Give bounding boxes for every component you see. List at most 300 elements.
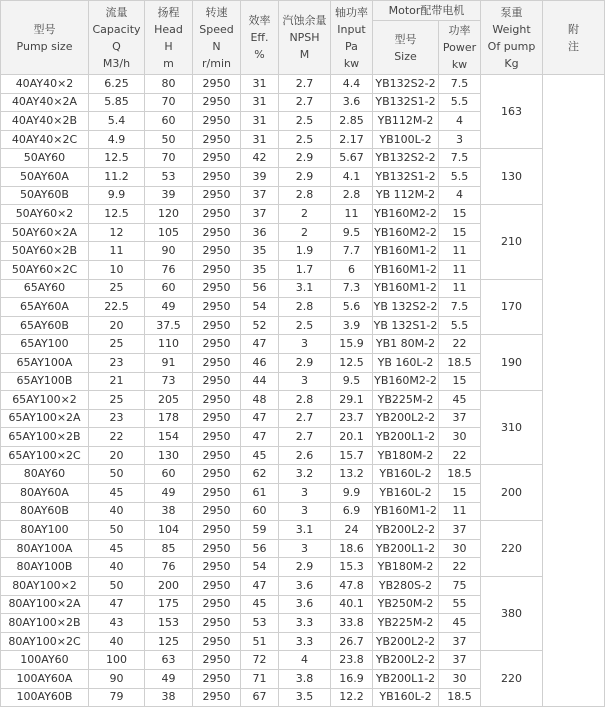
cell-input-power: 9.5 [331,372,373,391]
cell-npsh: 2.7 [279,75,331,94]
cell-capacity: 23 [89,409,145,428]
cell-motor-power: 5.5 [439,93,481,112]
cell-capacity: 45 [89,484,145,503]
cell-motor-power: 7.5 [439,75,481,94]
cell-npsh: 2.8 [279,391,331,410]
cell-motor-power: 55 [439,595,481,614]
cell-motor-size: YB250M-2 [373,595,439,614]
cell-motor-power: 22 [439,558,481,577]
cell-speed: 2950 [193,316,241,335]
cell-head: 50 [145,130,193,149]
cell-motor-size: YB160M2-2 [373,205,439,224]
cell-head: 104 [145,521,193,540]
table-body [1,75,605,707]
cell-motor-power: 75 [439,577,481,596]
cell-input-power: 12.5 [331,353,373,372]
cell-npsh: 2.5 [279,112,331,131]
cell-motor-power: 37 [439,632,481,651]
cell-speed: 2950 [193,651,241,670]
col-header-motor-group: Motor配带电机 [373,1,481,21]
cell-input-power: 15.9 [331,335,373,354]
cell-motor-power: 18.5 [439,688,481,707]
cell-npsh: 2.6 [279,446,331,465]
cell-motor-size: YB132S2-2 [373,149,439,168]
cell-speed: 2950 [193,521,241,540]
table-row [1,149,605,168]
cell-head: 76 [145,558,193,577]
cell-head: 80 [145,75,193,94]
cell-npsh: 2.5 [279,130,331,149]
cell-npsh: 3.5 [279,688,331,707]
cell-motor-size: YB225M-2 [373,391,439,410]
cell-motor-size: YB160M2-2 [373,223,439,242]
cell-efficiency: 31 [241,75,279,94]
cell-model: 40AY40×2 [1,75,89,94]
cell-speed: 2950 [193,260,241,279]
cell-motor-power: 18.5 [439,353,481,372]
cell-weight: 220 [481,521,543,577]
cell-input-power: 6.9 [331,502,373,521]
cell-efficiency: 52 [241,316,279,335]
cell-motor-size: YB160L-2 [373,688,439,707]
cell-motor-size: YB112M-2 [373,112,439,131]
cell-npsh: 4 [279,651,331,670]
cell-npsh: 3 [279,539,331,558]
cell-input-power: 9.9 [331,484,373,503]
cell-speed: 2950 [193,335,241,354]
cell-input-power: 3.9 [331,316,373,335]
cell-weight: 210 [481,205,543,279]
cell-motor-size: YB160L-2 [373,465,439,484]
cell-speed: 2950 [193,149,241,168]
cell-motor-size: YB200L2-2 [373,651,439,670]
table-row [1,577,605,596]
cell-model: 65AY100×2C [1,446,89,465]
cell-motor-size: YB 132S2-2 [373,298,439,317]
cell-model: 100AY60B [1,688,89,707]
cell-note [543,75,605,707]
cell-motor-size: YB 132S1-2 [373,316,439,335]
cell-model: 65AY60B [1,316,89,335]
cell-efficiency: 45 [241,446,279,465]
cell-input-power: 47.8 [331,577,373,596]
cell-head: 154 [145,428,193,447]
cell-capacity: 25 [89,279,145,298]
cell-motor-size: YB280S-2 [373,577,439,596]
cell-efficiency: 37 [241,205,279,224]
cell-efficiency: 56 [241,539,279,558]
cell-model: 50AY60×2 [1,205,89,224]
cell-speed: 2950 [193,112,241,131]
cell-head: 105 [145,223,193,242]
cell-motor-size: YB160L-2 [373,484,439,503]
cell-efficiency: 56 [241,279,279,298]
cell-efficiency: 31 [241,112,279,131]
cell-model: 40AY40×2B [1,112,89,131]
cell-npsh: 1.9 [279,242,331,261]
cell-motor-size: YB200L2-2 [373,409,439,428]
cell-model: 50AY60×2C [1,260,89,279]
table-row [1,651,605,670]
cell-efficiency: 47 [241,409,279,428]
cell-weight: 220 [481,651,543,707]
cell-motor-power: 5.5 [439,167,481,186]
cell-npsh: 3 [279,502,331,521]
cell-input-power: 16.9 [331,670,373,689]
cell-npsh: 2 [279,205,331,224]
cell-motor-size: YB180M-2 [373,446,439,465]
cell-speed: 2950 [193,614,241,633]
cell-weight: 190 [481,335,543,391]
cell-head: 91 [145,353,193,372]
cell-head: 85 [145,539,193,558]
cell-motor-power: 15 [439,484,481,503]
cell-speed: 2950 [193,428,241,447]
cell-efficiency: 53 [241,614,279,633]
cell-capacity: 40 [89,632,145,651]
cell-head: 153 [145,614,193,633]
cell-head: 90 [145,242,193,261]
cell-input-power: 7.7 [331,242,373,261]
cell-npsh: 2.9 [279,558,331,577]
cell-motor-power: 30 [439,539,481,558]
cell-model: 65AY100×2 [1,391,89,410]
cell-motor-power: 30 [439,670,481,689]
cell-motor-power: 22 [439,446,481,465]
cell-head: 205 [145,391,193,410]
cell-model: 50AY60×2A [1,223,89,242]
cell-npsh: 2.8 [279,298,331,317]
cell-npsh: 2.8 [279,186,331,205]
cell-capacity: 50 [89,521,145,540]
cell-capacity: 100 [89,651,145,670]
col-header-capacity: 流量 Capacity Q M3/h [89,1,145,75]
cell-npsh: 2.9 [279,167,331,186]
cell-motor-size: YB132S2-2 [373,75,439,94]
cell-speed: 2950 [193,558,241,577]
cell-capacity: 21 [89,372,145,391]
cell-efficiency: 46 [241,353,279,372]
cell-capacity: 4.9 [89,130,145,149]
table-row [1,279,605,298]
cell-head: 130 [145,446,193,465]
cell-motor-power: 7.5 [439,149,481,168]
cell-capacity: 22 [89,428,145,447]
cell-efficiency: 54 [241,298,279,317]
col-header-efficiency: 效率 Eff. % [241,1,279,75]
cell-speed: 2950 [193,279,241,298]
cell-speed: 2950 [193,223,241,242]
cell-input-power: 3.6 [331,93,373,112]
cell-model: 65AY100×2B [1,428,89,447]
cell-motor-size: YB160M1-2 [373,502,439,521]
cell-input-power: 15.3 [331,558,373,577]
cell-motor-power: 11 [439,260,481,279]
cell-capacity: 12.5 [89,149,145,168]
cell-input-power: 5.67 [331,149,373,168]
cell-capacity: 25 [89,391,145,410]
cell-model: 80AY100×2 [1,577,89,596]
cell-motor-power: 45 [439,614,481,633]
cell-npsh: 2.7 [279,428,331,447]
col-header-speed: 转速 Speed N r/min [193,1,241,75]
cell-motor-power: 4 [439,186,481,205]
cell-efficiency: 61 [241,484,279,503]
cell-input-power: 2.17 [331,130,373,149]
cell-capacity: 90 [89,670,145,689]
cell-input-power: 4.4 [331,75,373,94]
cell-capacity: 22.5 [89,298,145,317]
cell-npsh: 2.7 [279,93,331,112]
cell-motor-power: 45 [439,391,481,410]
cell-model: 80AY100B [1,558,89,577]
cell-efficiency: 31 [241,130,279,149]
table-row [1,391,605,410]
col-header-model: 型号 Pump size [1,1,89,75]
cell-weight: 200 [481,465,543,521]
cell-motor-size: YB200L1-2 [373,428,439,447]
cell-motor-power: 15 [439,205,481,224]
cell-efficiency: 54 [241,558,279,577]
cell-head: 49 [145,670,193,689]
cell-speed: 2950 [193,577,241,596]
cell-head: 76 [145,260,193,279]
cell-capacity: 25 [89,335,145,354]
cell-efficiency: 62 [241,465,279,484]
cell-motor-power: 3 [439,130,481,149]
cell-head: 39 [145,186,193,205]
cell-motor-power: 37 [439,521,481,540]
cell-speed: 2950 [193,502,241,521]
cell-motor-power: 11 [439,242,481,261]
cell-input-power: 20.1 [331,428,373,447]
cell-model: 65AY100A [1,353,89,372]
cell-npsh: 3.3 [279,614,331,633]
col-header-input: 轴功率 Input Pa kw [331,1,373,75]
cell-motor-size: YB200L1-2 [373,539,439,558]
cell-model: 80AY60B [1,502,89,521]
cell-capacity: 45 [89,539,145,558]
cell-model: 80AY100 [1,521,89,540]
cell-input-power: 26.7 [331,632,373,651]
cell-efficiency: 72 [241,651,279,670]
cell-speed: 2950 [193,75,241,94]
cell-npsh: 2 [279,223,331,242]
cell-model: 65AY60A [1,298,89,317]
cell-npsh: 2.5 [279,316,331,335]
cell-npsh: 3.1 [279,279,331,298]
cell-motor-power: 15 [439,372,481,391]
cell-model: 80AY100×2B [1,614,89,633]
cell-weight: 130 [481,149,543,205]
cell-motor-size: YB132S1-2 [373,167,439,186]
cell-model: 65AY100 [1,335,89,354]
cell-input-power: 29.1 [331,391,373,410]
cell-capacity: 20 [89,446,145,465]
cell-speed: 2950 [193,670,241,689]
cell-input-power: 4.1 [331,167,373,186]
cell-head: 73 [145,372,193,391]
cell-speed: 2950 [193,688,241,707]
cell-motor-power: 37 [439,409,481,428]
cell-head: 175 [145,595,193,614]
cell-head: 38 [145,502,193,521]
table-header [1,1,605,75]
cell-model: 80AY100A [1,539,89,558]
cell-head: 49 [145,298,193,317]
table-row [1,465,605,484]
cell-npsh: 3.3 [279,632,331,651]
cell-motor-size: YB180M-2 [373,558,439,577]
cell-head: 60 [145,112,193,131]
cell-weight: 380 [481,577,543,651]
cell-motor-size: YB160M1-2 [373,279,439,298]
cell-weight: 170 [481,279,543,335]
cell-motor-size: YB160M1-2 [373,260,439,279]
cell-head: 53 [145,167,193,186]
cell-efficiency: 31 [241,93,279,112]
cell-npsh: 2.7 [279,409,331,428]
cell-input-power: 9.5 [331,223,373,242]
cell-motor-power: 37 [439,651,481,670]
cell-speed: 2950 [193,632,241,651]
cell-motor-size: YB160M1-2 [373,242,439,261]
cell-efficiency: 45 [241,595,279,614]
cell-motor-power: 15 [439,223,481,242]
cell-capacity: 6.25 [89,75,145,94]
cell-capacity: 12 [89,223,145,242]
cell-efficiency: 59 [241,521,279,540]
cell-motor-size: YB200L1-2 [373,670,439,689]
cell-npsh: 3.6 [279,577,331,596]
cell-model: 40AY40×2A [1,93,89,112]
cell-motor-size: YB 112M-2 [373,186,439,205]
cell-input-power: 11 [331,205,373,224]
cell-npsh: 2.9 [279,149,331,168]
cell-capacity: 10 [89,260,145,279]
cell-efficiency: 44 [241,372,279,391]
cell-input-power: 18.6 [331,539,373,558]
cell-weight: 163 [481,75,543,149]
cell-efficiency: 39 [241,167,279,186]
cell-efficiency: 67 [241,688,279,707]
cell-model: 50AY60B [1,186,89,205]
cell-motor-power: 7.5 [439,298,481,317]
cell-speed: 2950 [193,372,241,391]
cell-input-power: 33.8 [331,614,373,633]
cell-model: 65AY100B [1,372,89,391]
cell-model: 65AY100×2A [1,409,89,428]
cell-input-power: 5.6 [331,298,373,317]
cell-npsh: 2.9 [279,353,331,372]
cell-speed: 2950 [193,167,241,186]
cell-efficiency: 42 [241,149,279,168]
cell-efficiency: 47 [241,335,279,354]
cell-input-power: 2.8 [331,186,373,205]
cell-head: 38 [145,688,193,707]
cell-capacity: 20 [89,316,145,335]
cell-model: 50AY60A [1,167,89,186]
cell-capacity: 79 [89,688,145,707]
cell-capacity: 5.85 [89,93,145,112]
cell-npsh: 3.6 [279,595,331,614]
cell-motor-power: 4 [439,112,481,131]
cell-model: 50AY60 [1,149,89,168]
cell-model: 80AY100×2A [1,595,89,614]
cell-motor-size: YB200L2-2 [373,632,439,651]
cell-motor-size: YB225M-2 [373,614,439,633]
cell-capacity: 9.9 [89,186,145,205]
cell-input-power: 15.7 [331,446,373,465]
cell-motor-power: 11 [439,279,481,298]
cell-motor-power: 22 [439,335,481,354]
cell-model: 80AY60 [1,465,89,484]
cell-capacity: 43 [89,614,145,633]
cell-npsh: 1.7 [279,260,331,279]
cell-efficiency: 37 [241,186,279,205]
cell-motor-power: 30 [439,428,481,447]
cell-capacity: 5.4 [89,112,145,131]
cell-head: 37.5 [145,316,193,335]
cell-speed: 2950 [193,186,241,205]
cell-capacity: 11 [89,242,145,261]
col-header-head: 扬程 Head H m [145,1,193,75]
cell-efficiency: 35 [241,260,279,279]
cell-speed: 2950 [193,298,241,317]
cell-input-power: 23.7 [331,409,373,428]
cell-npsh: 3 [279,372,331,391]
cell-motor-power: 5.5 [439,316,481,335]
cell-input-power: 24 [331,521,373,540]
cell-model: 50AY60×2B [1,242,89,261]
cell-speed: 2950 [193,242,241,261]
cell-head: 200 [145,577,193,596]
cell-speed: 2950 [193,353,241,372]
cell-input-power: 23.8 [331,651,373,670]
cell-motor-size: YB1 80M-2 [373,335,439,354]
cell-head: 60 [145,279,193,298]
cell-efficiency: 60 [241,502,279,521]
cell-speed: 2950 [193,595,241,614]
cell-npsh: 3.1 [279,521,331,540]
cell-head: 63 [145,651,193,670]
col-header-note: 附 注 [543,1,605,75]
col-header-motor-power: 功率 Power kw [439,21,481,75]
cell-capacity: 40 [89,502,145,521]
cell-head: 110 [145,335,193,354]
col-header-motor-size: 型号 Size [373,21,439,75]
cell-npsh: 3.8 [279,670,331,689]
cell-head: 125 [145,632,193,651]
table-row [1,521,605,540]
col-header-weight: 泵重 Weight Of pump Kg [481,1,543,75]
cell-speed: 2950 [193,391,241,410]
cell-efficiency: 48 [241,391,279,410]
cell-model: 65AY60 [1,279,89,298]
table-row [1,205,605,224]
cell-motor-power: 18.5 [439,465,481,484]
cell-capacity: 12.5 [89,205,145,224]
cell-model: 40AY40×2C [1,130,89,149]
cell-capacity: 50 [89,465,145,484]
cell-input-power: 12.2 [331,688,373,707]
cell-input-power: 13.2 [331,465,373,484]
cell-efficiency: 47 [241,577,279,596]
cell-input-power: 2.85 [331,112,373,131]
cell-speed: 2950 [193,484,241,503]
cell-head: 70 [145,93,193,112]
cell-model: 100AY60A [1,670,89,689]
